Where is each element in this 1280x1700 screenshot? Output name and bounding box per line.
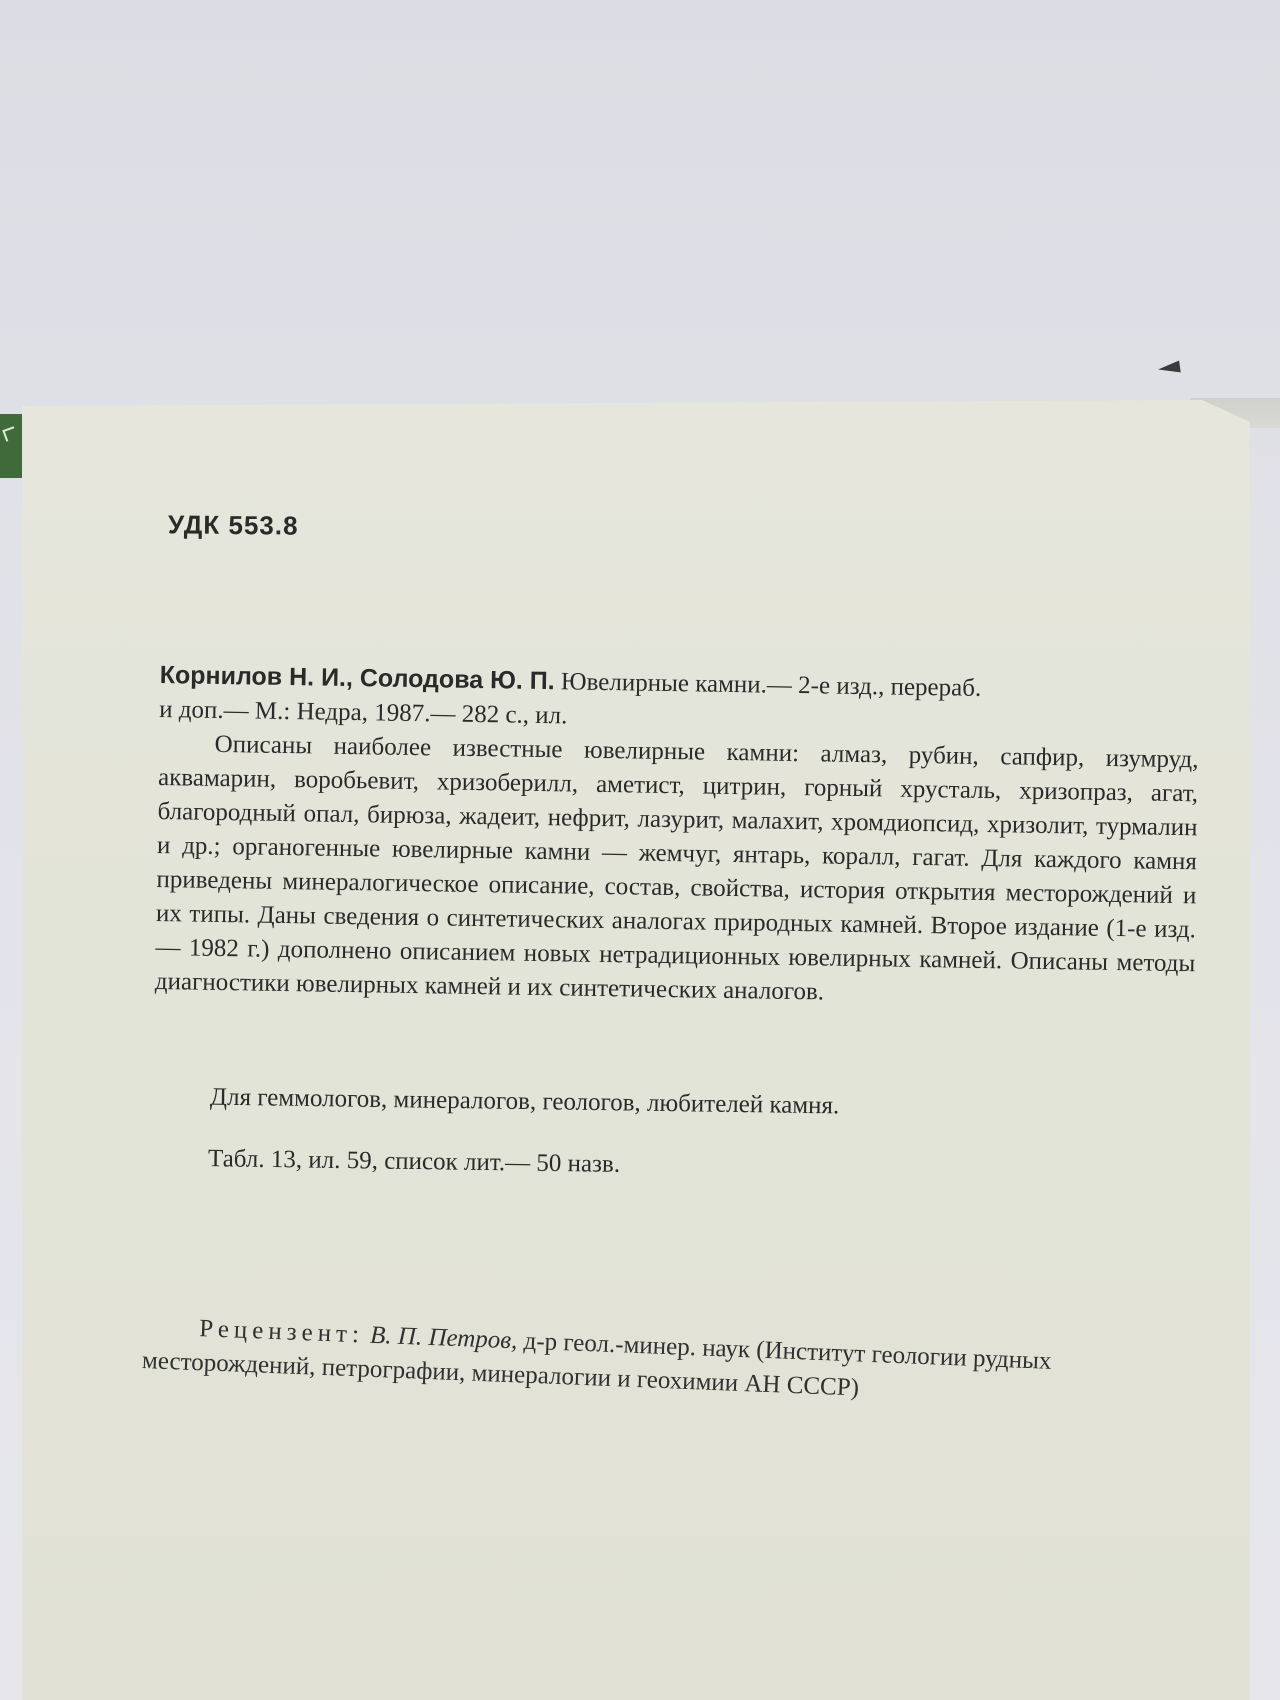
abstract: Описаны наиболее известные ювелирные камни: алмаз, рубин, сапфир, изумруд, аквамарин, воробьевит, хризоберилл, аметист, цитрин, горный хрусталь, хризопраз, агат, благородный опал, бирюза, жадеит, нефрит, лазурит, малахит, хромдиопсид, хризолит, турмалин и др.; органогенные ювелирные камни — жемчуг, янтарь, коралл, гагат. Для каждого камня приведены минералогическое описание, состав, свойства, история открытия месторождений и их типы. Даны сведения о синтетических аналогах природных камней. Второе издание (1-е изд.— 1982 г.) дополнено описанием новых нетрадиционных ювелирных камней. Описаны методы диагностики ювелирных камней и их синтетических аналогов.: [154, 730, 1199, 1006]
reviewer-name: В. П. Петров,: [363, 1321, 518, 1355]
book-page: [22, 400, 1250, 1700]
bibliographic-record: [155, 658, 1200, 1015]
audience-line: Для геммологов, минералогов, геологов, любителей камня.: [209, 1083, 840, 1120]
tables-info: Табл. 13, ил. 59, список лит.— 50 назв.: [207, 1145, 621, 1178]
reviewer-details: д-р геол.-минер. наук (Институт геологии рудных месторождений, петрографии, минералогии и геохимии АН СССР): [141, 1327, 1052, 1402]
cover-mark-icon: [2, 426, 17, 441]
table-surface: [0, 0, 1280, 420]
authors: Корнилов Н. И., Солодова Ю. П.: [159, 660, 555, 696]
udk-code: УДК 553.8: [167, 509, 299, 541]
book-cover-edge: [0, 414, 22, 478]
reviewer-label: Рецензент:: [198, 1315, 365, 1349]
publication-line: и доп.— М.: Недра, 1987.— 282 с., ил.: [158, 695, 568, 730]
title-line: Ювелирные камни.— 2-е изд., перераб.: [554, 668, 982, 702]
